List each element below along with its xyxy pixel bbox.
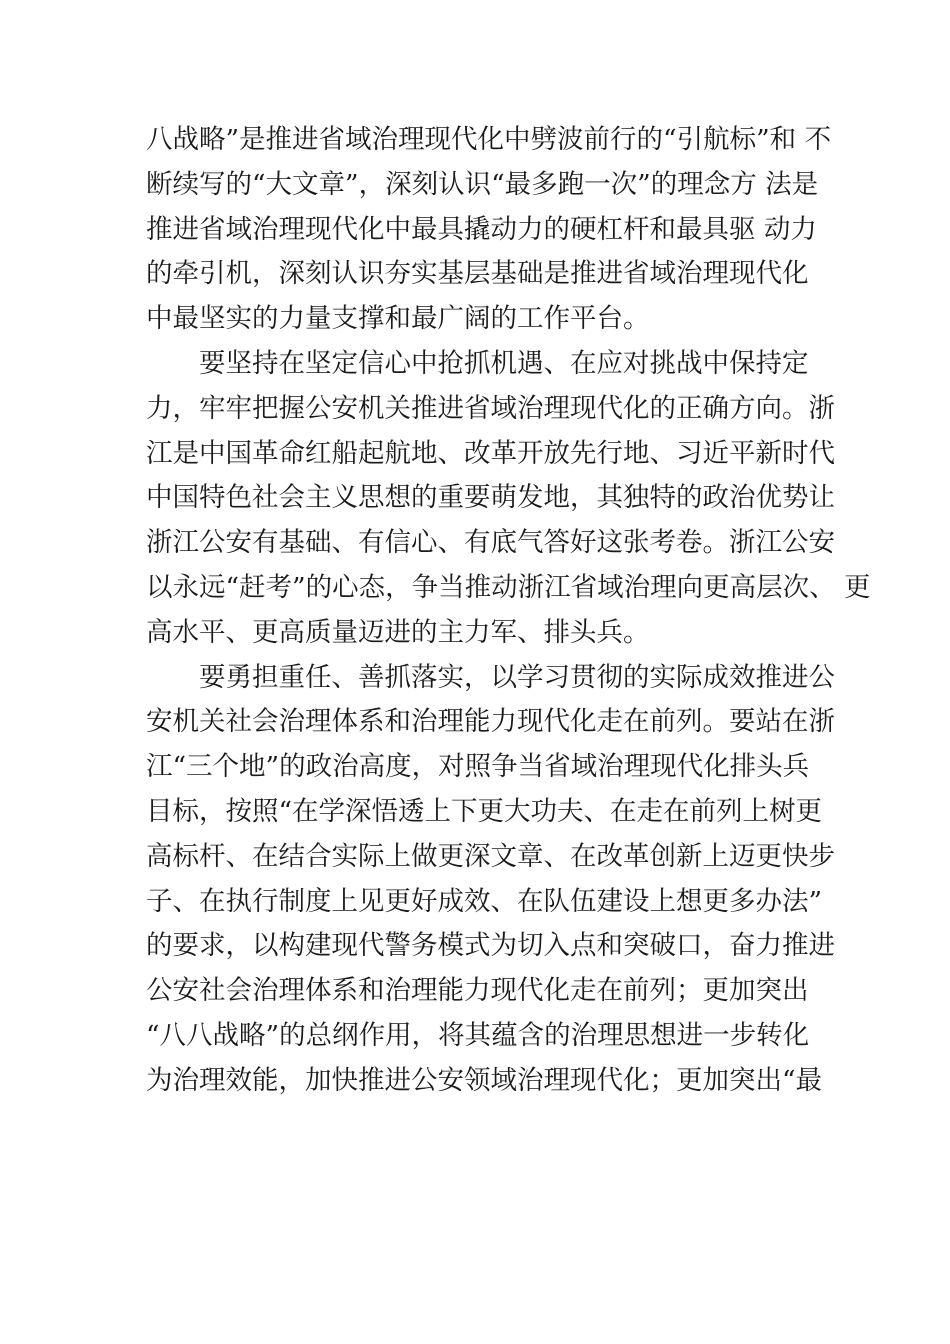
text-line: 子、在执行制度上见更好成效、在队伍建设上想更多办法” xyxy=(146,885,823,917)
text-line: 公安社会治理体系和治理能力现代化走在前列；更加突出 xyxy=(146,975,809,1007)
text-line: “八八战略”的总纲作用，将其蕴含的治理思想进一步转化 xyxy=(146,1019,810,1051)
paragraph-start-line: 要坚持在坚定信心中抢抓机遇、在应对挑战中保持定 xyxy=(199,347,809,379)
text-line: 的牵引机，深刻认识夯实基层基础是推进省域治理现代化 xyxy=(146,258,809,290)
text-line: 推进省域治理现代化中最具撬动力的硬杠杆和最具驱 动力 xyxy=(146,213,817,245)
text-line: 以永远“赶考”的心态，争当推动浙江省域治理向更高层次、 更 xyxy=(146,571,871,603)
text-line: 八战略”是推进省域治理现代化中劈波前行的“引航标”和 不 xyxy=(146,124,832,155)
body-text xyxy=(146,118,871,1104)
text-line: 目标，按照“在学深悟透上下更大功夫、在走在前列上树更 xyxy=(146,795,823,827)
text-line: 高标杆、在结合实际上做更深文章、在改革创新上迈更快步 xyxy=(146,840,835,872)
text-line: 江是中国革命红船起航地、改革开放先行地、习近平新时代 xyxy=(146,437,835,469)
text-line: 力，牢牢把握公安机关推进省域治理现代化的正确方向。浙 xyxy=(146,392,835,424)
paragraph-start-line: 要勇担重任、善抓落实，以学习贯彻的实际成效推进公 xyxy=(199,661,835,693)
text-line: 的要求，以构建现代警务模式为切入点和突破口，奋力推进 xyxy=(146,930,835,962)
text-line: 中最坚实的力量支撑和最广阔的工作平台。 xyxy=(146,303,650,335)
text-line: 断续写的“大文章”，深刻认识“最多跑一次”的理念方 法是 xyxy=(146,168,819,200)
text-line: 为治理效能，加快推进公安领域治理现代化；更加突出“最 xyxy=(146,1064,823,1096)
text-line: 浙江公安有基础、有信心、有底气答好这张考卷。浙江公安 xyxy=(146,527,835,559)
text-line: 高水平、更高质量迈进的主力军、排头兵。 xyxy=(146,616,650,648)
text-line: 江“三个地”的政治高度，对照争当省域治理现代化排头兵 xyxy=(146,751,810,783)
text-line: 中国特色社会主义思想的重要萌发地，其独特的政治优势让 xyxy=(146,482,835,514)
text-line: 安机关社会治理体系和治理能力现代化走在前列。要站在浙 xyxy=(146,706,835,738)
